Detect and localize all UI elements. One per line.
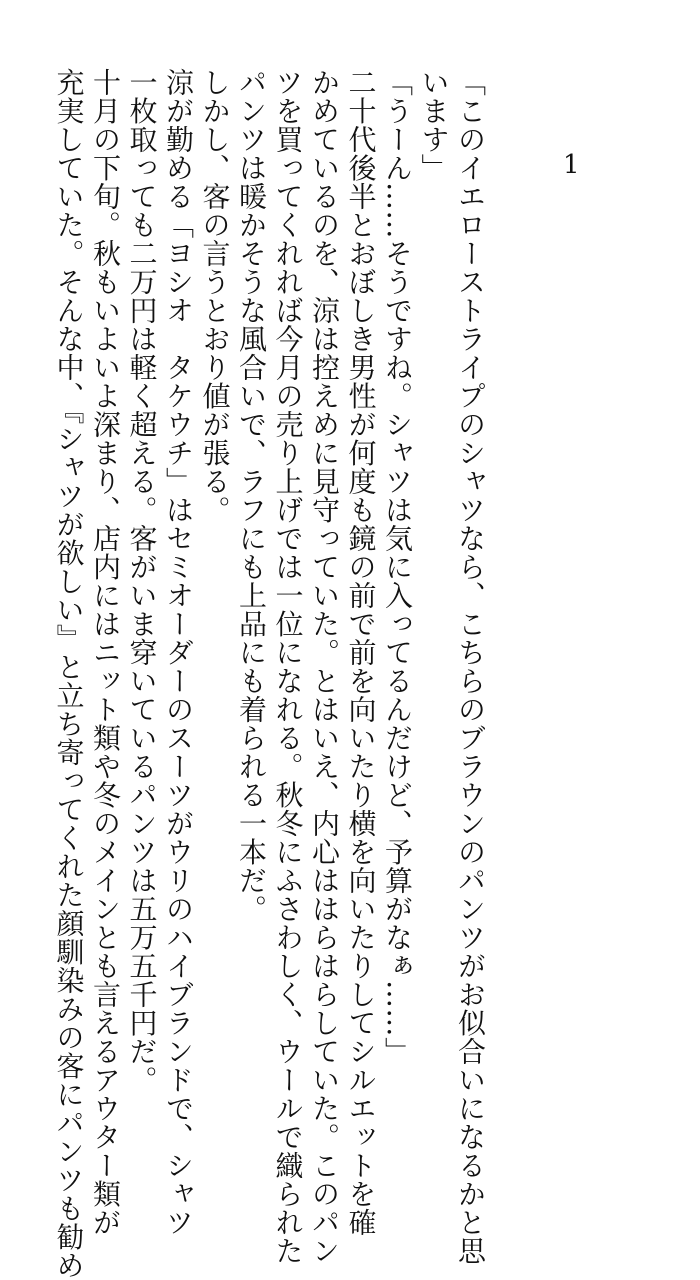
text-line: パンツは暖かそうな風合いで、ラフにも上品にも着られる一本だ。 — [235, 68, 268, 923]
text-line: 「うーん……そうですね。シャツは気に入ってるんだけど、予算がなぁ……」 — [381, 68, 414, 1066]
vertical-text-body — [50, 68, 488, 1280]
text-line: 一枚取っても二万円は軽く超える。客がいま穿いているパンツは五万五千円だ。 — [125, 68, 159, 1094]
text-line: かめているのを、涼は控えめに見守っていた。とはいえ、内心ははらはらしていた。このパン — [308, 68, 341, 1265]
text-line: 二十代後半とおぼしき男性が何度も鏡の前で前を向いたり横を向いたりしてシルエットを確 — [344, 68, 378, 1237]
page-number: 1 — [563, 150, 580, 180]
text-line: います」 — [417, 68, 451, 182]
text-line: 十月の下旬。秋もいよいよ深まり、店内にはニット類や冬のメインとも言えるアウター類が — [89, 68, 122, 1237]
text-line: 「このイエローストライプのシャツなら、こちらのブラウンのパンツがお似合いになるかと思 — [454, 68, 487, 1265]
text-line: 充実していた。そんな中、『シャツが欲しい』と立ち寄ってくれた顔馴染みの客にパンツも勧め — [52, 68, 86, 1280]
text-line: ツを買ってくれれば今月の売り上げでは一位になれる。秋冬にふさわしく、ウールで織られた — [271, 68, 305, 1265]
text-line: 涼が勤める「ヨシオ タケウチ」はセミオーダーのスーツがウリのハイブランドで、シャツ — [162, 68, 195, 1237]
text-line: しかし、客の言うとおり値が張る。 — [198, 68, 232, 524]
